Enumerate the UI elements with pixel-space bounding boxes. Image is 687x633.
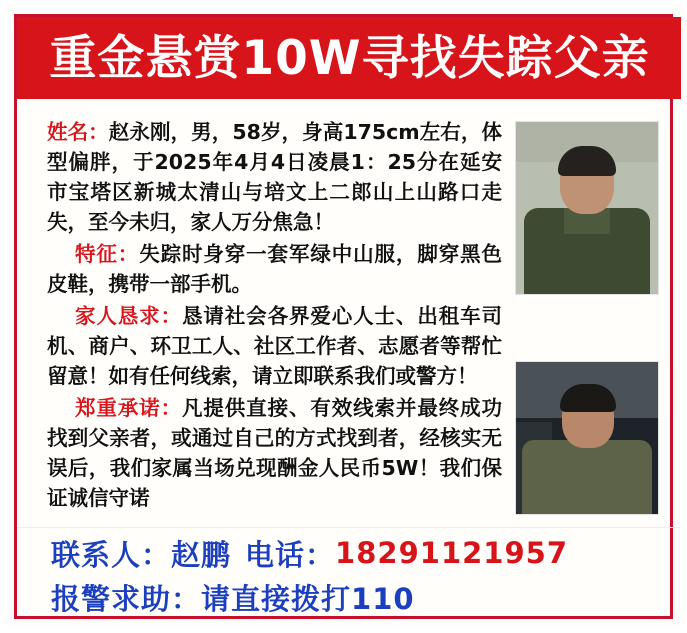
- phone-label: 电话：: [245, 537, 336, 572]
- section-family-plea-text: 恳请社会各界爱心人士、出租车司机、商户、环卫工人、社区工作者、志愿者等帮忙留意！如有任何线索，请立即联系我们或警方！: [47, 304, 503, 388]
- police-row: [17, 575, 682, 619]
- section-features-label: 特征：: [75, 242, 140, 266]
- section-name: [47, 117, 502, 237]
- poster-text-column: [47, 117, 502, 515]
- poster-footer: [17, 531, 682, 625]
- contact-row: [17, 531, 682, 575]
- contact-person-label: 联系人：: [51, 537, 172, 572]
- car-photo-hair: [560, 384, 616, 412]
- section-features-text: 失踪时身穿一套军绿中山服，脚穿黑色皮鞋，携带一部手机。: [47, 242, 503, 296]
- section-family-plea-label: 家人恳求：: [75, 304, 182, 328]
- section-name-text: 赵永刚，男，58岁，身高175cm左右，体型偏胖，于2025年4月4日凌晨1：25分在延安市宝塔区新城太清山与培文上二郎山上山路口走失，至今未归，家人万分焦急！: [47, 120, 502, 234]
- phone-number[interactable]: 18291121957: [335, 536, 569, 570]
- poster-body: [17, 103, 682, 528]
- poster-title: 重金悬赏10W寻找失踪父亲: [49, 30, 650, 86]
- missing-person-portrait-uniform: [515, 121, 659, 295]
- contact-person-name: 赵鹏: [171, 537, 232, 572]
- police-instruction[interactable]: 请直接拨打110: [201, 581, 415, 616]
- missing-person-photo-in-car: [515, 361, 659, 515]
- poster-header-banner: [17, 17, 682, 99]
- section-reward-promise-text: 凡提供直接、有效线索并最终成功找到父亲者，或通过自己的方式找到者，经核实无误后，我们家属当场兑现酬金人民币5W！我们保证诚信守诺: [47, 396, 503, 510]
- section-reward-promise: [47, 393, 502, 513]
- section-reward-promise-label: 郑重承诺：: [75, 396, 182, 420]
- footer-divider: [17, 527, 682, 528]
- section-features: [47, 239, 502, 299]
- police-label: 报警求助：: [51, 581, 202, 616]
- car-photo-body: [522, 440, 652, 514]
- section-family-plea: [47, 301, 502, 391]
- section-name-label: 姓名：: [47, 120, 109, 144]
